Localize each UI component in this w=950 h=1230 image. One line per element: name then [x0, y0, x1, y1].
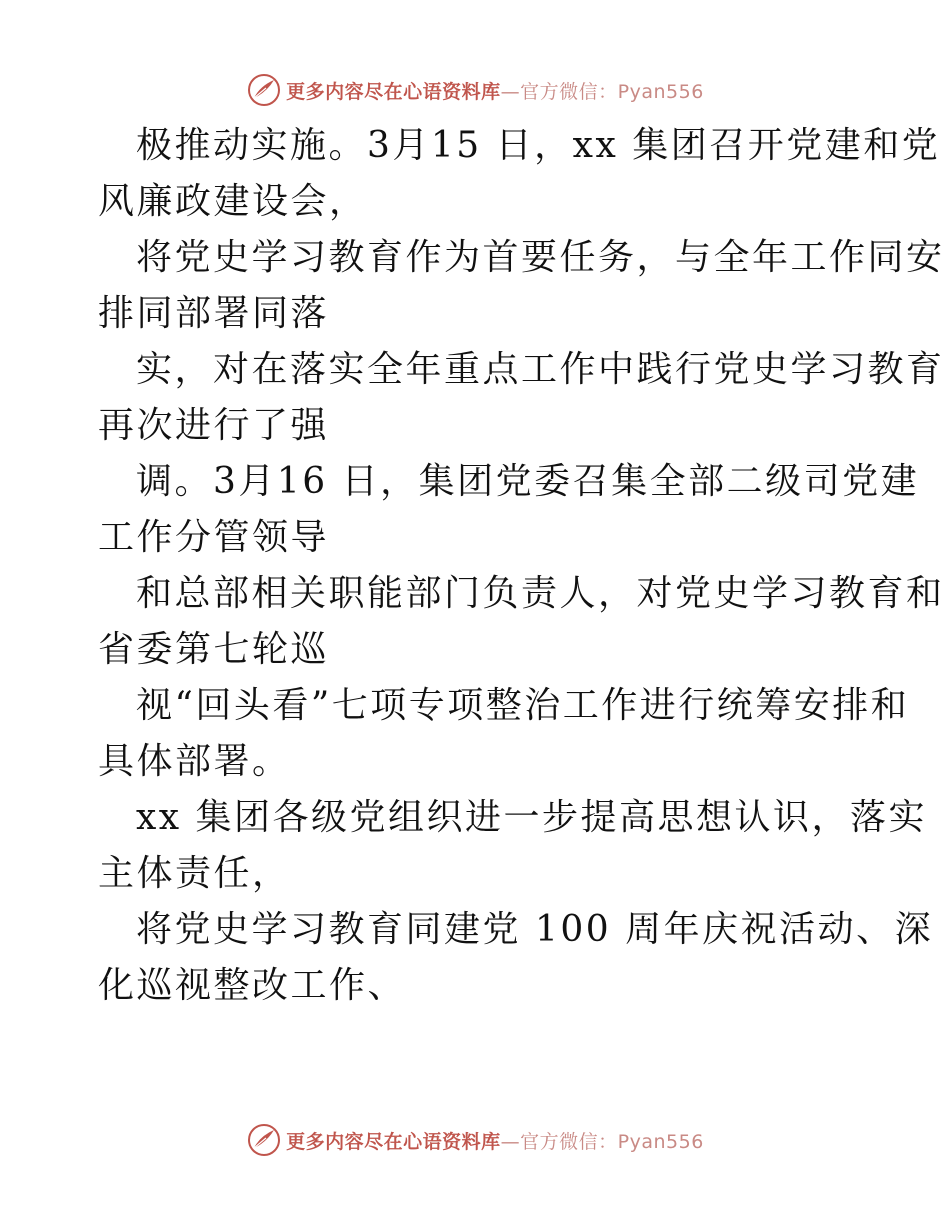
watermark-suffix: —官方微信：Pyan556	[500, 1130, 704, 1153]
watermark-text	[286, 1127, 704, 1154]
footer-watermark	[0, 1120, 950, 1160]
paragraph-line: 省委第七轮巡	[98, 629, 330, 670]
paragraph-line: 将党史学习教育同建党 100 周年庆祝活动、深	[136, 909, 934, 950]
document-body	[98, 118, 945, 1014]
paragraph-7	[98, 790, 928, 902]
paragraph-line: 将党史学习教育作为首要任务，与全年工作同安	[136, 237, 945, 278]
paragraph-6	[98, 678, 910, 790]
watermark-brand: 更多内容尽在心语资料库	[286, 80, 501, 103]
paragraph-3	[98, 342, 945, 454]
paragraph-2	[98, 230, 945, 342]
paragraph-4	[98, 454, 920, 566]
paragraph-1	[98, 118, 941, 230]
paragraph-line: 视“回头看”七项专项整治工作进行统筹安排和	[136, 685, 910, 726]
paragraph-line: 排同部署同落	[98, 293, 330, 334]
paragraph-8	[98, 902, 934, 1014]
paragraph-line: 化巡视整改工作、	[98, 965, 407, 1006]
paragraph-line: 实，对在落实全年重点工作中践行党史学习教育	[136, 349, 945, 390]
quill-pen-logo-icon	[246, 72, 282, 108]
paragraph-line: 调。3月16 日，集团党委召集全部二级司党建	[136, 461, 920, 502]
paragraph-line: 再次进行了强	[98, 405, 330, 446]
paragraph-line: 风廉政建设会，	[98, 181, 368, 222]
quill-pen-logo-icon	[246, 1122, 282, 1158]
watermark-text	[286, 77, 704, 104]
paragraph-line: 工作分管领导	[98, 517, 330, 558]
paragraph-line: 和总部相关职能部门负责人，对党史学习教育和	[136, 573, 945, 614]
watermark-brand: 更多内容尽在心语资料库	[286, 1130, 501, 1153]
paragraph-line: 具体部署。	[98, 741, 291, 782]
paragraph-line: 极推动实施。3月15 日，xx 集团召开党建和党	[136, 125, 941, 166]
header-watermark	[0, 70, 950, 110]
paragraph-line: xx 集团各级党组织进一步提高思想认识，落实	[136, 797, 928, 838]
watermark-suffix: —官方微信：Pyan556	[500, 80, 704, 103]
paragraph-line: 主体责任，	[98, 853, 291, 894]
paragraph-5	[98, 566, 945, 678]
